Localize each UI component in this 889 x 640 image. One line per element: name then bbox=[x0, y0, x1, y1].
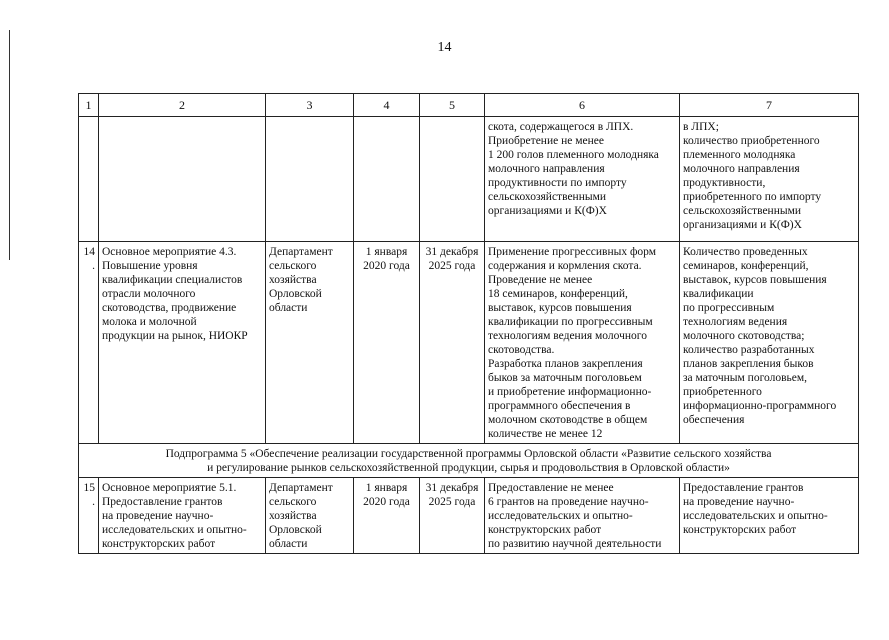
cell-num: 14. bbox=[79, 242, 99, 444]
header-col-7: 7 bbox=[680, 94, 859, 117]
header-row bbox=[79, 94, 859, 117]
cell-start: 1 января 2020 года bbox=[354, 242, 420, 444]
cell-measure: Основное мероприятие 4.3. Повышение уровня квалификации специалистов отрасли молочного скотоводства, продвижение молока и молочной продукции на рынок, НИОКР bbox=[99, 242, 266, 444]
cell-indicator: в ЛПХ; количество приобретенного племенного молодняка молочного направления продуктивности, приобретенного по импорту сельскохозяйственными организациями и К(Ф)Х bbox=[680, 117, 859, 242]
cell-end bbox=[420, 117, 485, 242]
subprogram-row bbox=[79, 444, 859, 478]
table-row-15 bbox=[79, 478, 859, 554]
cell-measure: Основное мероприятие 5.1. Предоставление грантов на проведение научно- исследовательских и опытно- конструкторских работ bbox=[99, 478, 266, 554]
cell-measure bbox=[99, 117, 266, 242]
program-measures-table bbox=[78, 93, 859, 554]
cell-num: 15. bbox=[79, 478, 99, 554]
header-col-4: 4 bbox=[354, 94, 420, 117]
header-col-6: 6 bbox=[485, 94, 680, 117]
cell-end: 31 декабря 2025 года bbox=[420, 478, 485, 554]
cell-result: скота, содержащегося в ЛПХ. Приобретение не менее 1 200 голов племенного молодняка молочного направления продуктивности по импорту сельскохозяйственными организациями и К(Ф)Х bbox=[485, 117, 680, 242]
cell-result: Предоставление не менее 6 грантов на проведение научно- исследовательских и опытно- конструкторских работ по развитию научной деятельности bbox=[485, 478, 680, 554]
table-row-continuation bbox=[79, 117, 859, 242]
cell-result: Применение прогрессивных форм содержания и кормления скота. Проведение не менее 18 семинаров, конференций, выставок, курсов повышения квалификации по прогрессивным технологиям ведения молочного скотоводства. Разработка планов закрепления быков за маточным поголовьем и приобретение информационно- программного обеспечения в молочном скотоводстве в общем количестве не менее 12 bbox=[485, 242, 680, 444]
cell-executor: Департамент сельского хозяйства Орловской области bbox=[266, 242, 354, 444]
binding-margin-line bbox=[9, 30, 10, 260]
subprogram-title bbox=[79, 444, 859, 478]
cell-start: 1 января 2020 года bbox=[354, 478, 420, 554]
subprogram-title-line-1: Подпрограмма 5 «Обеспечение реализации государственной программы Орловской области «Развитие сельского хозяйства bbox=[165, 448, 772, 460]
table-row-14 bbox=[79, 242, 859, 444]
subprogram-title-line-2: и регулирование рынков сельскохозяйственной продукции, сырья и продовольствия в Орловской области» bbox=[207, 462, 730, 474]
page-number: 14 bbox=[437, 40, 452, 55]
cell-start bbox=[354, 117, 420, 242]
cell-end: 31 декабря 2025 года bbox=[420, 242, 485, 444]
header-col-1: 1 bbox=[79, 94, 99, 117]
cell-executor bbox=[266, 117, 354, 242]
cell-indicator: Предоставление грантов на проведение научно- исследовательских и опытно- конструкторских работ bbox=[680, 478, 859, 554]
header-col-3: 3 bbox=[266, 94, 354, 117]
header-col-2: 2 bbox=[99, 94, 266, 117]
cell-indicator: Количество проведенных семинаров, конференций, выставок, курсов повышения квалификации по прогрессивным технологиям ведения молочного скотоводства; количество разработанных планов закрепления быков за маточным поголовьем, приобретенного информационно-программного обеспечения bbox=[680, 242, 859, 444]
cell-executor: Департамент сельского хозяйства Орловской области bbox=[266, 478, 354, 554]
header-col-5: 5 bbox=[420, 94, 485, 117]
cell-num bbox=[79, 117, 99, 242]
